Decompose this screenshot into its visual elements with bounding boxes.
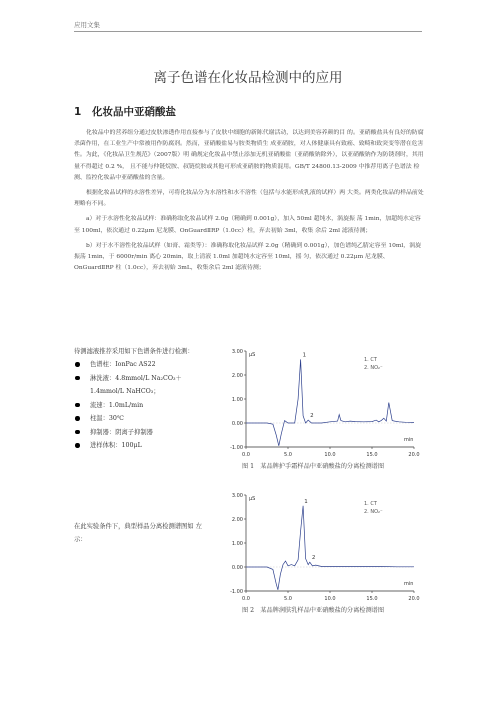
bullet-icon xyxy=(75,376,80,381)
x-tick-label: 15.0 xyxy=(366,452,378,458)
y-tick-label: 3.00 xyxy=(231,493,243,499)
y-tick-label: 1.00 xyxy=(231,397,243,403)
legend-entry: 1. CT xyxy=(364,501,377,507)
legend-entry: 1. CT xyxy=(364,357,377,363)
body-text xyxy=(74,128,426,278)
paragraph-method-b: b）对于水不溶性化妆品试样（如膏、霜类等）：准确称取化妆品试样 2.0g（精确到 0.001g），加色谱纯乙腈定容至 10ml，涡旋振荡 1min，于 6000r/min 离心 20min，取上清液 1.0ml 加超纯水定容至 10ml，摇 匀，依次通过 0.22μm 尼龙膜、OnGuardⅡRP 柱（1.0cc），弃去初始 3mL，收集余后 2ml 滤液待测； xyxy=(74,242,421,272)
chromatogram-figure-1 xyxy=(222,343,426,459)
running-header: 应用文集 xyxy=(74,21,100,29)
x-tick-label: 15.0 xyxy=(366,596,378,602)
peak-label: 1 xyxy=(304,498,308,505)
y-tick-label: 0.00 xyxy=(231,565,243,571)
conditions-list xyxy=(74,358,234,453)
bullet-icon xyxy=(75,443,80,448)
y-axis-unit-label: µS xyxy=(249,496,256,502)
x-axis-unit-label: min xyxy=(404,437,414,443)
y-tick-label: 0.00 xyxy=(231,421,243,427)
y-tick-label: -1.00 xyxy=(230,445,243,451)
conditions-intro: 待测滤液推荐采用如下色谱条件进行检测： xyxy=(74,348,194,355)
y-tick-label: 2.00 xyxy=(231,517,243,523)
bullet-icon xyxy=(75,416,80,421)
x-tick-label: 0.0 xyxy=(242,452,250,458)
x-tick-label: 5.0 xyxy=(284,452,292,458)
condition-item: 抑制器：阴离子抑制器 xyxy=(74,426,234,440)
y-tick-label: 1.00 xyxy=(231,541,243,547)
chromatogram-trace xyxy=(246,506,414,590)
section-heading xyxy=(74,104,176,119)
condition-item: 柱温：30℃ xyxy=(74,412,234,426)
bullet-icon xyxy=(75,430,80,435)
x-axis-unit-label: min xyxy=(404,581,414,587)
peak-label: 2 xyxy=(311,555,316,562)
x-tick-label: 10.0 xyxy=(324,452,336,458)
x-tick-label: 5.0 xyxy=(284,596,292,602)
condition-item: 淋洗液：4.8mmol/L Na₂CO₃＋ xyxy=(74,372,234,386)
condition-item: 色谱柱：IonPac AS22 xyxy=(74,358,234,372)
figure-1-caption: 图 1 某品牌护手霜样品中亚硝酸盐的分离检测谱图 xyxy=(242,463,385,470)
paragraph-method-a: a）对于水溶性化妆品试样：准确称取化妆品试样 2.0g（精确到 0.001g），加入 50ml 超纯水，涡旋振 荡 1min，加超纯水定容至 100ml，依次通过 0.22μm 尼龙膜、OnGuardⅡRP（1.0cc）柱，弃去初始 3ml，收集 余后 2ml 滤液待测； xyxy=(74,216,421,234)
peak-label: 2 xyxy=(310,413,314,420)
condition-item: 进样体积：100μL xyxy=(74,439,234,453)
figure-2-caption: 图 2 某品牌润肤乳样品中亚硝酸盐的分离检测谱图 xyxy=(242,607,385,614)
x-tick-label: 0.0 xyxy=(242,596,250,602)
chromatogram-trace xyxy=(246,359,414,445)
condition-item-continued: 1.4mmol/L NaHCO₃； xyxy=(90,388,160,395)
legend-entry: 2. NO₂⁻ xyxy=(364,509,383,515)
chromatogram-figure-2 xyxy=(222,487,426,603)
document-title: 离子色谱在化妆品检测中的应用 xyxy=(153,70,343,86)
section-number: 1 xyxy=(74,106,82,118)
section-title: 化妆品中亚硝酸盐 xyxy=(92,106,176,118)
bullet-icon xyxy=(75,403,80,408)
condition-item: 流速：1.0mL/min xyxy=(74,399,234,413)
x-tick-label: 20.0 xyxy=(408,596,420,602)
x-tick-label: 20.0 xyxy=(408,452,420,458)
peak-label: 1 xyxy=(302,352,307,359)
conditions-block xyxy=(74,346,234,453)
bullet-icon xyxy=(75,362,80,367)
x-tick-label: 10.0 xyxy=(324,596,336,602)
header-rule xyxy=(74,31,422,32)
y-tick-label: -1.00 xyxy=(230,589,243,595)
y-axis-unit-label: µS xyxy=(249,352,256,358)
y-tick-label: 2.00 xyxy=(231,373,243,379)
legend-entry: 2. NO₂⁻ xyxy=(364,365,383,371)
y-tick-label: 3.00 xyxy=(231,349,243,355)
paragraph-classification: 根据化妆品试样的水溶性差异，可将化妆品分为水溶性和水不溶性（包括与水能形成乳液的试样）两 大类。两类化妆品的样品前处理略有不同。 xyxy=(74,190,424,208)
paragraph-intro: 化妆品中的营养组分通过皮肤渗透作用直接参与了皮肤中细胞的新陈代谢活动，以达到美容养颜的目 的。亚硝酸盐具有良好的防腐杀菌作用，在工业生产中常被用作防腐剂。然而，亚硝酸盐易与胺类物质生 成亚硝胺，对人体健康具有致癌、致畸和致突变等潜在危害性。为此，《化妆品卫生规范》（2007版）明 确规定化妆品中禁止添加无机亚硝酸盐（亚硝酸钠除外），以亚硝酸钠作为防锈剂时，其用量不得超过 0.2 %， 且不能与仲链烷胺、叔链烷胺或其他可形成亚硝胺的物质混用。GB/T 24800.13-2009 中推荐用离子色谱法 检测、监控化妆品中亚硝酸盐的含量。 xyxy=(74,130,424,181)
conclusion-text: 在此实验条件下，典型样品分离检测谱图如 左示： xyxy=(74,523,202,543)
